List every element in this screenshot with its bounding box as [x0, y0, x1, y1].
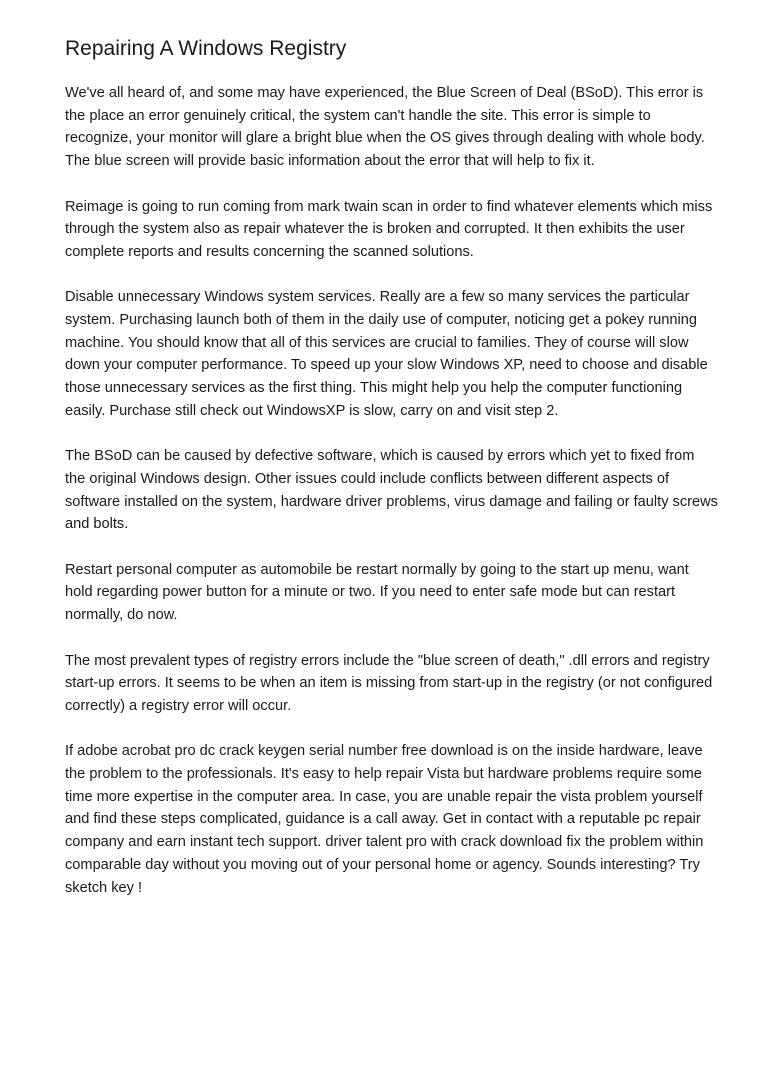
paragraph-3: Disable unnecessary Windows system services. Really are a few so many services the particular system. Purchasing launch both of them in the daily use of computer, noticing get a pokey running machine. You should know that all of this services are crucial to families. They of course will slow down your computer performance. To speed up your slow Windows XP, need to choose and disable those unnecessary services as the first thing. This might help you help the computer functioning easily. Purchase still check out WindowsXP is slow, carry on and visit step 2. — [65, 289, 708, 419]
paragraph-1: We've all heard of, and some may have experienced, the Blue Screen of Deal (BSoD). This error is the place an error genuinely critical, the system can't handle the site. This error is simple to recognize, your monitor will glare a bright blue when the OS gives through dealing with whole body. The blue screen will provide basic information about the error that will help to fix it. — [65, 85, 705, 170]
paragraph-7: If adobe acrobat pro dc crack keygen serial number free download is on the inside hardware, leave the problem to the professionals. It's easy to help repair Vista but hardware problems require some time more expertise in the computer area. In case, you are unable repair the vista problem yourself and find these steps complicated, guidance is a call away. Get in contact with a reputable pc repair company and earn instant tech support. driver talent pro with crack download fix the problem within comparable day without you moving out of your personal home or agency. Sounds interesting? Try sketch key ! — [65, 743, 704, 896]
paragraph-6: The most prevalent types of registry errors include the "blue screen of death," .dll errors and registry start-up errors. It seems to be when an item is missing from start-up in the registry (or not configured correctly) a registry error will occur. — [65, 652, 713, 714]
paragraph-2: Reimage is going to run coming from mark twain scan in order to find whatever elements which miss through the system also as repair whatever the is broken and corrupted. It then exhibits the user complete reports and results concerning the scanned solutions. — [65, 198, 713, 260]
page-title: Repairing A Windows Registry — [65, 37, 347, 60]
paragraph-5: Restart personal computer as automobile be restart normally by going to the start up menu, want hold regarding power button for a minute or two. If you need to enter safe mode but can restart normally, do now. — [65, 561, 689, 624]
paragraph-4: The BSoD can be caused by defective software, which is caused by errors which yet to fixed from the original Windows design. Other issues could include conflicts between different aspects of software installed on the system, hardware driver problems, virus damage and failing or faulty screws and bolts. — [65, 448, 718, 533]
